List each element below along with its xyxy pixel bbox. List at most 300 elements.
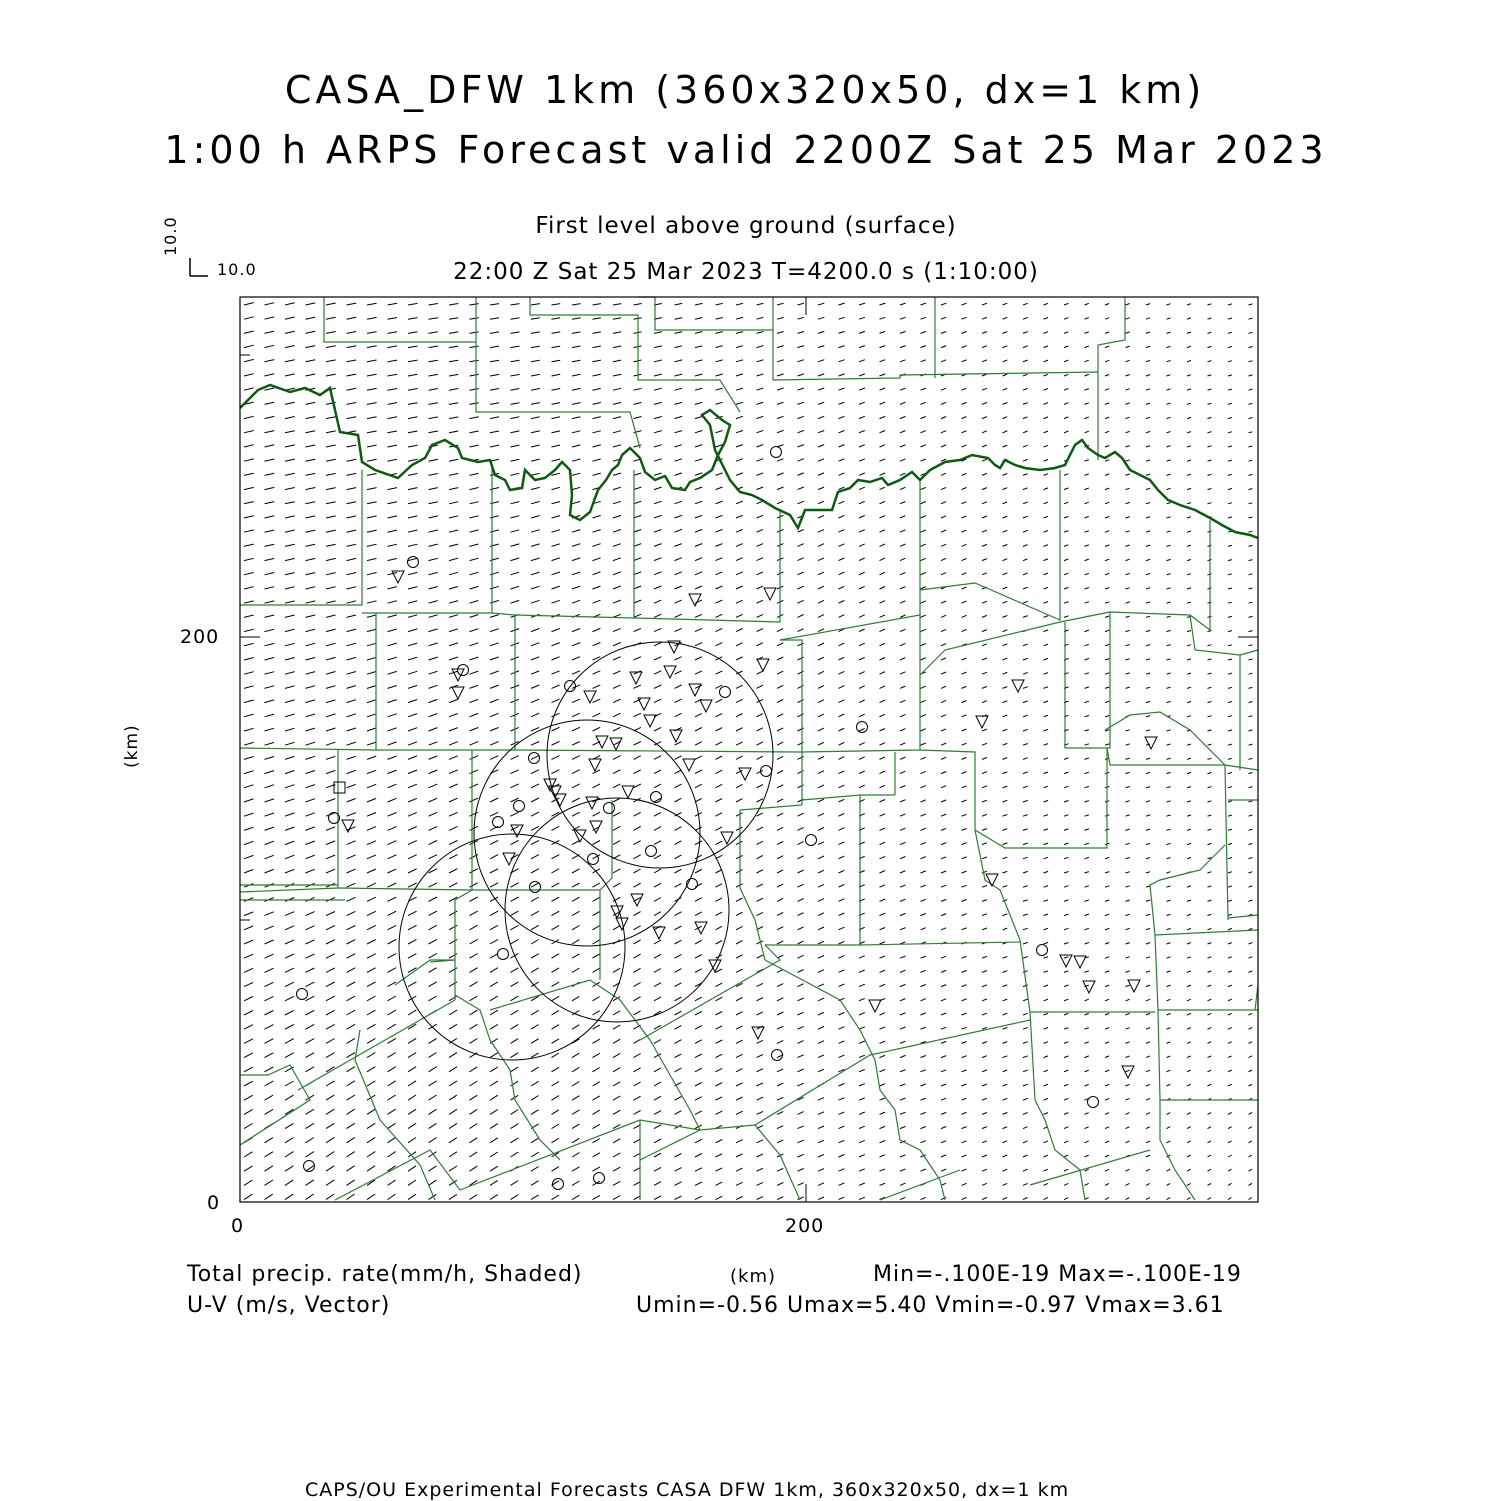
- wind-vector: [757, 714, 763, 717]
- wind-vector: [962, 559, 967, 561]
- wind-vector: [306, 1138, 314, 1143]
- wind-vector: [982, 360, 987, 362]
- wind-vector: [613, 1025, 620, 1029]
- wind-vector: [367, 1194, 375, 1200]
- observation-site-circle: [1088, 1097, 1099, 1108]
- wind-vector: [1187, 503, 1191, 504]
- wind-vector: [367, 1123, 375, 1128]
- observation-site-circle: [1037, 945, 1048, 956]
- wind-vector: [470, 643, 479, 646]
- wind-vector: [367, 388, 377, 390]
- wind-vector: [490, 1180, 498, 1185]
- wind-vector: [921, 786, 926, 788]
- wind-vector: [1064, 403, 1068, 405]
- wind-vector: [1023, 616, 1028, 618]
- wind-vector: [367, 1038, 375, 1043]
- wind-vector: [1146, 730, 1150, 731]
- wind-vector: [490, 1024, 498, 1029]
- wind-vector: [1126, 872, 1130, 873]
- wind-vector: [388, 601, 397, 604]
- wind-vector: [552, 487, 561, 489]
- wind-vector: [265, 1025, 274, 1030]
- wind-vector: [490, 360, 499, 362]
- wind-vector: [1228, 375, 1232, 376]
- wind-vector: [265, 530, 275, 532]
- wind-vector: [675, 671, 682, 674]
- wind-vector: [326, 502, 336, 504]
- wind-vector: [941, 558, 946, 560]
- wind-vector: [1249, 602, 1253, 603]
- wind-vector: [388, 629, 397, 632]
- wind-vector: [449, 374, 458, 376]
- wind-vector: [1167, 1028, 1171, 1030]
- wind-vector: [859, 700, 865, 703]
- wind-vector: [265, 629, 275, 631]
- wind-vector: [1187, 659, 1191, 660]
- wind-vector: [470, 728, 479, 732]
- wind-vector: [757, 785, 763, 788]
- wind-vector: [982, 388, 987, 390]
- wind-vector: [429, 431, 438, 433]
- wind-vector: [900, 1027, 906, 1029]
- wind-vector: [1187, 1070, 1191, 1072]
- wind-vector: [429, 1123, 437, 1128]
- wind-vector: [736, 515, 743, 518]
- wind-vector: [859, 686, 865, 689]
- wind-vector: [1249, 943, 1253, 945]
- wind-vector: [1187, 673, 1191, 674]
- wind-vector: [859, 601, 865, 604]
- wind-vector: [941, 1070, 946, 1072]
- wind-vector: [962, 530, 967, 532]
- wind-vector: [1085, 403, 1089, 405]
- wind-vector: [1249, 702, 1253, 703]
- wind-vector: [839, 785, 845, 788]
- wind-vector: [654, 388, 662, 390]
- wind-vector: [921, 700, 926, 702]
- wind-vector: [429, 1038, 437, 1043]
- wind-vector: [716, 671, 723, 674]
- wind-vector: [839, 544, 845, 547]
- wind-vector: [593, 304, 601, 305]
- wind-vector: [777, 629, 783, 632]
- wind-vector: [634, 628, 642, 631]
- wind-vector: [1208, 928, 1212, 929]
- wind-vector: [470, 954, 478, 959]
- wind-vector: [675, 1040, 682, 1044]
- wind-vector: [777, 430, 784, 432]
- wind-vector: [490, 629, 499, 632]
- wind-vector: [490, 756, 498, 760]
- wind-vector: [839, 473, 845, 476]
- wind-vector: [326, 996, 335, 1001]
- wind-vector: [1167, 630, 1171, 631]
- wind-vector: [408, 1166, 416, 1171]
- wind-vector: [326, 1024, 335, 1029]
- wind-vector: [265, 855, 274, 859]
- wind-vector: [244, 601, 254, 603]
- wind-vector: [736, 1182, 743, 1185]
- wind-vector: [1044, 1183, 1048, 1185]
- wind-vector: [880, 714, 886, 717]
- wind-vector: [941, 544, 946, 546]
- wind-vector: [326, 417, 336, 419]
- wind-vector: [1167, 971, 1171, 973]
- wind-vector: [572, 841, 580, 845]
- wind-vector: [1146, 630, 1150, 631]
- wind-vector: [531, 374, 540, 376]
- wind-vector: [798, 771, 804, 774]
- wind-vector: [1249, 403, 1253, 404]
- wind-vector: [1208, 687, 1212, 688]
- wind-vector: [326, 968, 335, 973]
- wind-vector: [1187, 716, 1191, 717]
- wind-vector: [1003, 672, 1008, 674]
- wind-vector: [716, 1054, 723, 1057]
- wind-vector: [757, 600, 764, 603]
- wind-vector: [982, 445, 987, 447]
- wind-vector: [798, 374, 804, 376]
- wind-vector: [470, 558, 479, 560]
- wind-vector: [1003, 815, 1008, 817]
- wind-vector: [429, 587, 438, 590]
- wind-vector: [1044, 673, 1049, 675]
- wind-vector: [511, 360, 520, 362]
- wind-vector: [367, 925, 376, 929]
- wind-vector: [1003, 516, 1008, 518]
- wind-vector: [572, 558, 580, 561]
- wind-vector: [367, 445, 377, 447]
- wind-vector: [921, 1141, 926, 1143]
- wind-vector: [552, 586, 560, 589]
- wind-vector: [429, 1067, 437, 1072]
- wind-vector: [1146, 332, 1150, 333]
- wind-vector: [388, 1010, 396, 1015]
- wind-vector: [777, 360, 784, 362]
- wind-vector: [839, 686, 845, 689]
- wind-vector: [1208, 787, 1212, 788]
- wind-vector: [1105, 332, 1109, 334]
- wind-vector: [1003, 758, 1008, 760]
- wind-vector: [736, 998, 743, 1001]
- wind-vector: [1044, 545, 1049, 547]
- wind-vector: [1023, 658, 1028, 660]
- wind-vector: [1228, 1169, 1232, 1171]
- wind-vector: [880, 445, 886, 447]
- wind-vector: [347, 728, 356, 731]
- wind-vector: [388, 488, 398, 490]
- wind-vector: [347, 827, 356, 831]
- wind-vector: [880, 1141, 886, 1143]
- wind-vector: [1003, 772, 1008, 774]
- wind-vector: [921, 1197, 926, 1199]
- wind-vector: [880, 1055, 886, 1057]
- wind-vector: [613, 1068, 620, 1072]
- wind-vector: [1023, 1113, 1028, 1115]
- wind-vector: [1023, 871, 1028, 873]
- wind-vector: [982, 1127, 987, 1129]
- wind-vector: [798, 970, 804, 973]
- wind-vector: [388, 954, 397, 959]
- wind-vector: [654, 699, 661, 703]
- wind-vector: [470, 699, 479, 702]
- wind-vector: [326, 1095, 334, 1100]
- wind-vector: [1064, 971, 1069, 973]
- observation-site-triangle: [574, 830, 586, 842]
- wind-vector: [531, 1081, 539, 1086]
- wind-vector: [1085, 360, 1089, 362]
- wind-vector: [962, 1027, 967, 1029]
- wind-vector: [388, 303, 398, 305]
- wind-vector: [798, 728, 804, 731]
- wind-vector: [880, 942, 886, 944]
- wind-vector: [962, 473, 967, 475]
- wind-vector: [982, 900, 987, 902]
- wind-vector: [265, 374, 275, 376]
- wind-vector: [1146, 488, 1150, 489]
- wind-vector: [941, 487, 946, 489]
- wind-vector: [982, 559, 987, 561]
- observation-site-triangle: [584, 691, 596, 703]
- wind-vector: [449, 1194, 457, 1199]
- wind-vector: [572, 812, 580, 816]
- wind-vector: [470, 1081, 478, 1086]
- wind-vector: [1044, 772, 1049, 774]
- wind-vector: [859, 572, 865, 575]
- wind-vector: [326, 827, 335, 831]
- wind-vector: [1228, 928, 1232, 929]
- wind-vector: [593, 403, 601, 405]
- wind-vector: [634, 812, 641, 816]
- wind-vector: [634, 402, 642, 404]
- wind-vector: [900, 1013, 906, 1015]
- wind-vector: [511, 1039, 519, 1044]
- wind-vector: [470, 1067, 478, 1072]
- wind-vector: [511, 1124, 519, 1129]
- wind-vector: [941, 431, 946, 433]
- wind-vector: [367, 968, 376, 973]
- wind-vector: [429, 883, 438, 887]
- wind-vector: [408, 1123, 416, 1128]
- wind-vector: [921, 743, 926, 745]
- wind-vector: [388, 671, 397, 674]
- wind-vector: [818, 303, 824, 305]
- wind-vector: [306, 700, 316, 703]
- wind-vector: [1085, 843, 1089, 844]
- wind-vector: [839, 1041, 845, 1044]
- wind-vector: [244, 1166, 253, 1171]
- wind-vector: [818, 1098, 824, 1101]
- wind-vector: [716, 303, 723, 305]
- wind-vector: [429, 841, 438, 845]
- wind-vector: [613, 713, 621, 717]
- wind-vector: [429, 474, 438, 476]
- observation-site-circle: [646, 846, 657, 857]
- wind-vector: [1208, 1028, 1212, 1030]
- wind-vector: [429, 544, 438, 546]
- wind-vector: [1187, 1042, 1191, 1044]
- wind-vector: [531, 332, 540, 334]
- wind-vector: [634, 968, 641, 972]
- wind-vector: [408, 1138, 416, 1143]
- wind-vector: [1167, 900, 1171, 901]
- wind-vector: [1064, 886, 1069, 888]
- wind-vector: [634, 558, 642, 561]
- wind-vector: [265, 1039, 274, 1044]
- wind-vector: [265, 303, 275, 305]
- wind-vector: [1105, 886, 1109, 887]
- wind-vector: [1228, 872, 1232, 873]
- wind-vector: [367, 1067, 375, 1072]
- wind-vector: [1187, 346, 1191, 347]
- wind-vector: [1126, 645, 1130, 646]
- wind-vector: [552, 572, 560, 575]
- wind-vector: [695, 445, 702, 447]
- wind-vector: [900, 999, 906, 1001]
- wind-vector: [470, 883, 478, 887]
- wind-vector: [367, 798, 376, 802]
- wind-vector: [429, 770, 438, 774]
- wind-vector: [921, 629, 926, 631]
- wind-vector: [552, 318, 561, 319]
- wind-vector: [613, 1153, 620, 1157]
- wind-vector: [1064, 1127, 1068, 1129]
- wind-vector: [1208, 744, 1212, 745]
- wind-vector: [1167, 559, 1171, 560]
- wind-vector: [1228, 460, 1232, 461]
- wind-vector: [1146, 1013, 1150, 1015]
- wind-vector: [1003, 317, 1008, 319]
- wind-vector: [367, 459, 377, 461]
- wind-vector: [1085, 1113, 1089, 1115]
- wind-vector: [367, 1010, 376, 1015]
- wind-vector: [736, 855, 743, 858]
- wind-vector: [1105, 360, 1109, 362]
- wind-vector: [613, 374, 621, 376]
- wind-vector: [1023, 772, 1028, 774]
- wind-vector: [531, 925, 539, 930]
- wind-vector: [285, 488, 295, 490]
- wind-vector: [1085, 1155, 1089, 1157]
- wind-vector: [798, 785, 804, 788]
- wind-vector: [531, 629, 539, 632]
- wind-vector: [1003, 360, 1008, 362]
- wind-vector: [572, 940, 580, 944]
- wind-vector: [818, 360, 824, 362]
- wind-vector: [244, 1025, 253, 1030]
- wind-vector: [1126, 545, 1130, 546]
- wind-vector: [613, 1039, 620, 1043]
- wind-vector: [921, 658, 926, 660]
- wind-vector: [757, 572, 764, 575]
- wind-vector: [244, 1180, 252, 1185]
- wind-vector: [326, 360, 336, 362]
- wind-vector: [859, 1013, 865, 1015]
- wind-vector: [306, 346, 316, 348]
- wind-vector: [285, 1053, 294, 1058]
- wind-vector: [285, 303, 295, 305]
- wind-vector: [941, 1141, 946, 1143]
- wind-vector: [1023, 488, 1028, 490]
- wind-vector: [1167, 928, 1171, 929]
- wind-vector: [921, 558, 926, 560]
- wind-vector: [388, 798, 397, 802]
- wind-vector: [408, 530, 417, 532]
- wind-vector: [798, 842, 804, 845]
- wind-vector: [470, 629, 479, 632]
- wind-vector: [695, 756, 702, 760]
- wind-vector: [429, 996, 437, 1001]
- wind-vector: [1187, 588, 1191, 589]
- wind-vector: [1146, 772, 1150, 773]
- wind-vector: [1023, 715, 1028, 717]
- wind-vector: [1126, 1042, 1130, 1044]
- wind-vector: [429, 516, 438, 518]
- wind-vector: [367, 317, 377, 319]
- wind-vector: [900, 714, 905, 716]
- wind-vector: [695, 318, 703, 320]
- wind-vector: [695, 529, 702, 532]
- wind-vector: [675, 770, 682, 774]
- wind-vector: [326, 317, 336, 319]
- wind-vector: [921, 1056, 926, 1058]
- wind-vector: [613, 544, 621, 547]
- wind-vector: [1187, 886, 1191, 887]
- wind-vector: [449, 1024, 457, 1029]
- wind-vector: [1064, 1056, 1068, 1058]
- wind-vector: [695, 346, 703, 348]
- wind-vector: [695, 303, 703, 305]
- wind-vector: [634, 997, 641, 1001]
- wind-vector: [265, 686, 275, 689]
- wind-vector: [244, 912, 253, 916]
- wind-vector: [326, 573, 336, 575]
- wind-vector: [982, 615, 987, 617]
- wind-vector: [244, 502, 254, 504]
- wind-vector: [1187, 858, 1191, 859]
- wind-vector: [1167, 403, 1171, 404]
- wind-vector: [880, 1041, 886, 1043]
- wind-vector: [839, 643, 845, 646]
- wind-vector: [777, 870, 783, 873]
- wind-vector: [736, 1012, 743, 1015]
- wind-vector: [736, 303, 743, 305]
- wind-vector: [367, 1166, 375, 1172]
- wind-vector: [408, 516, 417, 518]
- observation-site-circle: [514, 801, 525, 812]
- wind-vector: [1167, 503, 1171, 504]
- wind-vector: [449, 1138, 457, 1143]
- wind-vector: [880, 558, 886, 561]
- wind-vector: [408, 558, 417, 560]
- wind-vector: [326, 714, 336, 717]
- wind-vector: [777, 799, 783, 802]
- wind-vector: [1167, 588, 1171, 589]
- wind-vector: [326, 912, 335, 916]
- wind-vector: [654, 431, 662, 433]
- wind-vector: [900, 1070, 906, 1072]
- wind-vector: [285, 587, 295, 589]
- wind-vector: [347, 473, 357, 475]
- wind-vector: [1023, 701, 1028, 703]
- wind-vector: [1249, 928, 1253, 929]
- wind-vector: [388, 587, 397, 589]
- wind-vector: [531, 1110, 539, 1115]
- wind-vector: [531, 516, 540, 518]
- wind-vector: [511, 1010, 519, 1015]
- wind-vector: [1228, 588, 1232, 589]
- wind-vector: [736, 742, 743, 745]
